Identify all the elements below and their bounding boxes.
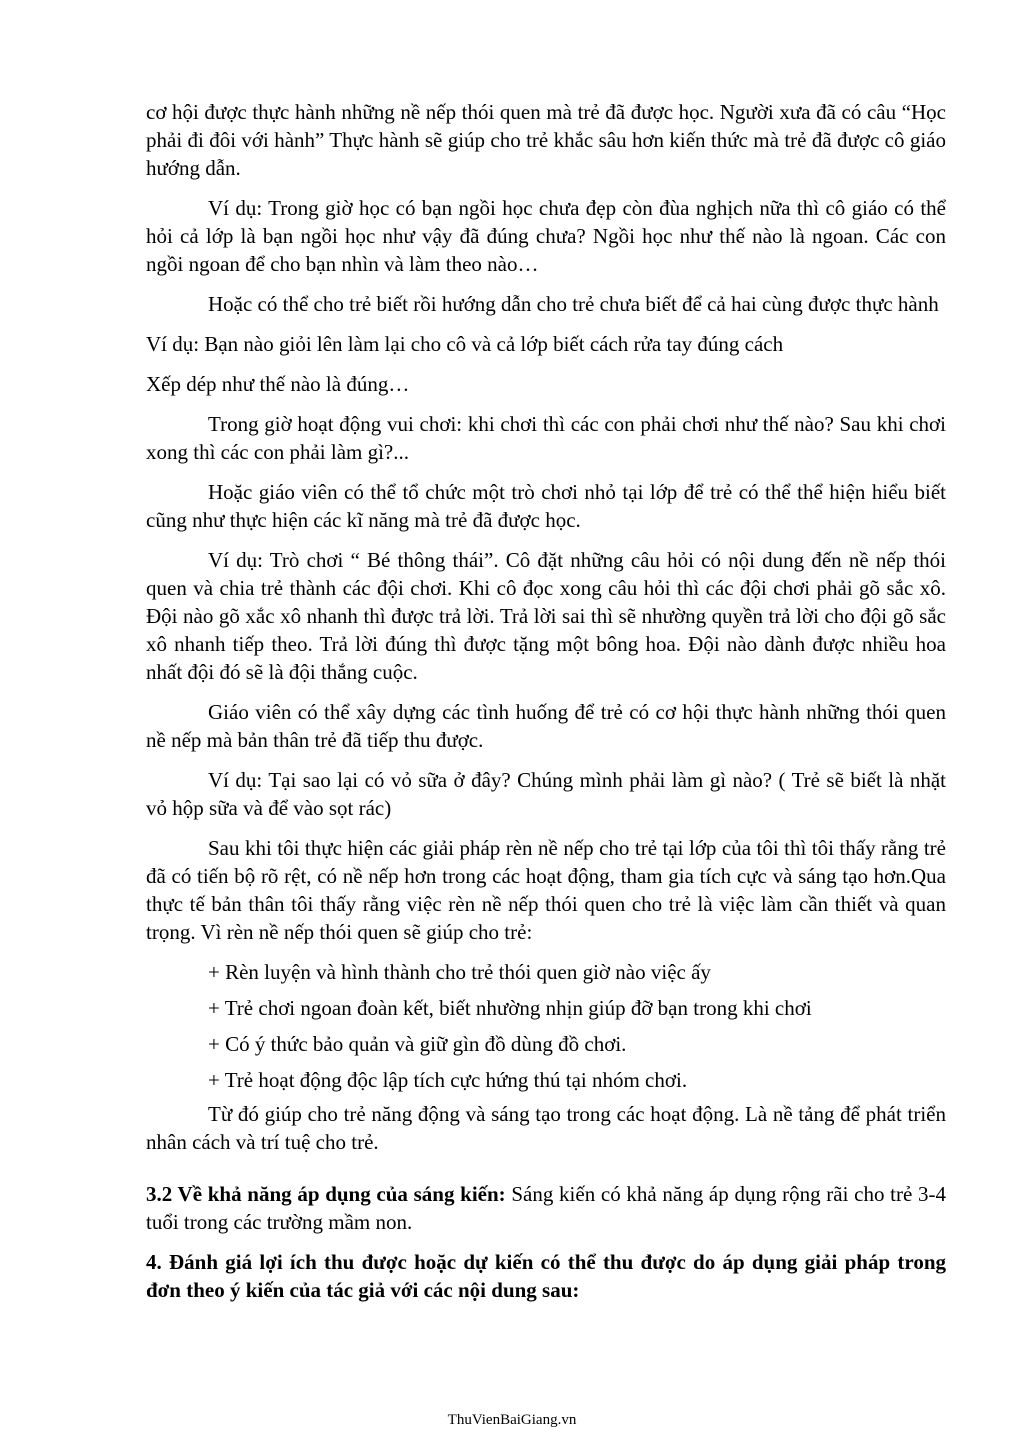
paragraph: Giáo viên có thể xây dựng các tình huống để trẻ có cơ hội thực hành những thói quen nề nếp mà bản thân trẻ đã tiếp thu được.	[146, 700, 946, 752]
section-3-2	[146, 1180, 946, 1236]
page-footer-source: ThuVienBaiGiang.vn	[447, 1412, 577, 1428]
list-item: + Có ý thức bảo quản và giữ gìn đồ dùng đồ chơi.	[208, 1032, 627, 1056]
paragraph: Hoặc giáo viên có thể tổ chức một trò chơi nhỏ tại lớp để trẻ có thể thể hiện hiểu biết cũng như thực hiện các kĩ năng mà trẻ đã được học.	[146, 480, 946, 532]
section-3-2-label: 3.2 Về khả năng áp dụng của sáng kiến:	[146, 1182, 506, 1206]
document-body	[146, 98, 946, 1304]
section-3-2-text: Sáng kiến có khả năng áp dụng rộng rãi cho trẻ 3-4 tuổi trong các trường mầm non.	[146, 1182, 946, 1234]
list-item: + Trẻ chơi ngoan đoàn kết, biết nhường nhịn giúp đỡ bạn trong khi chơi	[208, 996, 812, 1020]
list-item: + Trẻ hoạt động độc lập tích cực hứng thú tại nhóm chơi.	[208, 1068, 688, 1092]
paragraph: Xếp dép như thế nào là đúng…	[146, 372, 410, 396]
paragraph: Hoặc có thể cho trẻ biết rồi hướng dẫn cho trẻ chưa biết để cả hai cùng được thực hành	[208, 292, 939, 316]
paragraph: Sau khi tôi thực hiện các giải pháp rèn nề nếp cho trẻ tại lớp của tôi thì tôi thấy rằng trẻ đã có tiến bộ rõ rệt, có nề nếp hơn trong các hoạt động, tham gia tích cực và sáng tạo hơn.Qua thực tế bản thân tôi thấy rằng việc rèn nề nếp thói quen cho trẻ là việc làm cần thiết và quan trọng. Vì rèn nề nếp thói quen sẽ giúp cho trẻ:	[146, 836, 946, 944]
list-item: + Rèn luyện và hình thành cho trẻ thói quen giờ nào việc ấy	[208, 960, 711, 984]
paragraph: Ví dụ: Bạn nào giỏi lên làm lại cho cô và cả lớp biết cách rửa tay đúng cách	[146, 332, 784, 356]
paragraph: cơ hội được thực hành những nề nếp thói quen mà trẻ đã được học. Người xưa đã có câu “Học phải đi đôi với hành” Thực hành sẽ giúp cho trẻ khắc sâu hơn kiến thức mà trẻ đã được cô giáo hướng dẫn.	[146, 100, 946, 180]
paragraph: Trong giờ hoạt động vui chơi: khi chơi thì các con phải chơi như thế nào? Sau khi chơi xong thì các con phải làm gì?...	[146, 412, 946, 464]
closing-paragraph: Từ đó giúp cho trẻ năng động và sáng tạo trong các hoạt động. Là nề tảng để phát triển nhân cách và trí tuệ cho trẻ.	[146, 1102, 946, 1154]
section-4-heading: 4. Đánh giá lợi ích thu được hoặc dự kiến có thể thu được do áp dụng giải pháp trong đơn theo ý kiến của tác giả với các nội dung sau:	[146, 1250, 946, 1302]
paragraph: Ví dụ: Trong giờ học có bạn ngồi học chưa đẹp còn đùa nghịch nữa thì cô giáo có thể hỏi cả lớp là bạn ngồi học như vậy đã đúng chưa? Ngồi học như thế nào là ngoan. Các con ngồi ngoan để cho bạn nhìn và làm theo nào…	[146, 196, 946, 276]
paragraph: Ví dụ: Tại sao lại có vỏ sữa ở đây? Chúng mình phải làm gì nào? ( Trẻ sẽ biết là nhặt vỏ hộp sữa và để vào sọt rác)	[146, 768, 946, 820]
paragraph: Ví dụ: Trò chơi “ Bé thông thái”. Cô đặt những câu hỏi có nội dung đến nề nếp thói quen và chia trẻ thành các đội chơi. Khi cô đọc xong câu hỏi thì các đội chơi phải gõ sắc xô. Đội nào gõ xắc xô nhanh thì được trả lời. Trả lời sai thì sẽ nhường quyền trả lời cho đội gõ sắc xô nhanh tiếp theo. Trả lời đúng thì được tặng một bông hoa. Đội nào dành được nhiều hoa nhất đội đó sẽ là đội thắng cuộc.	[146, 548, 946, 684]
